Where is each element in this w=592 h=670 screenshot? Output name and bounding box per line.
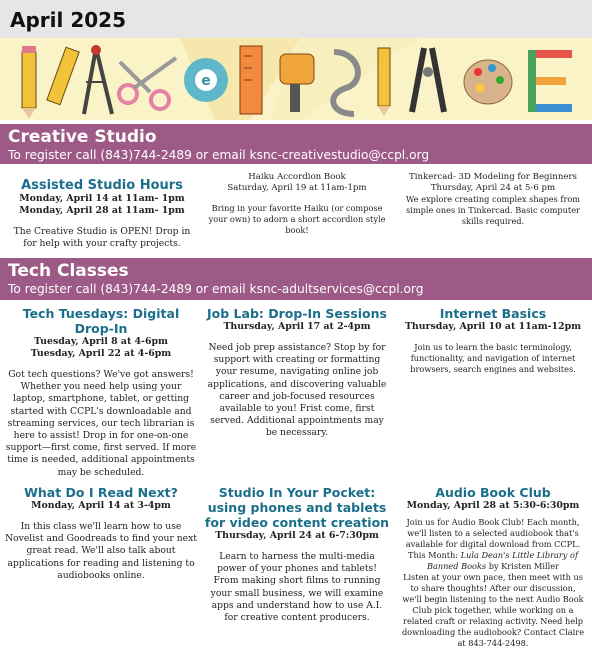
event-date: Tuesday, April 8 at 4-6pm — [34, 336, 168, 347]
register-info: To register call (843)744-2489 or email ksnc-adultservices@ccpl.org — [8, 282, 424, 296]
event-title: Audio Book Club — [435, 485, 551, 500]
event-description: In this class we'll learn how to use Novelist and Goodreads to find your next great read. We'll also talk about applications for reading and listening to audiobooks online. — [5, 521, 197, 581]
svg-text:e: e — [201, 73, 211, 89]
scissors-icon — [119, 58, 176, 109]
book-author: by Kristen Miller — [486, 561, 560, 571]
event-description: Need job prep assistance? Stop by for support with creating or formatting your resume, navigating online job applications, and discovering valuable career and job-focused resources available to you! Frist come, first served. Additional appointments may be necessary. — [207, 342, 387, 439]
event-description: Learn to harness the multi-media power of your phones and tablets! From making short films to running your small business, we will examine apps and understand how to use A.I. for creative content producers. — [210, 551, 384, 624]
compass-icon — [84, 45, 112, 114]
paint-palette-icon — [464, 60, 512, 104]
event-description: The Creative Studio is OPEN! Drop in for help with your crafty projects. — [13, 226, 191, 250]
event-title: Tech Tuesdays: Digital Drop-In — [22, 306, 180, 336]
makerspace-banner-art — [0, 38, 592, 120]
pencil-icon — [22, 46, 79, 118]
event-internet-basics — [400, 306, 586, 375]
event-date: Saturday, April 19 at 11am-1pm — [227, 183, 367, 193]
event-title: Studio In Your Pocket: using phones and tablets for video content creation — [204, 485, 390, 530]
section-title: Tech Classes — [8, 261, 129, 281]
event-description: Got tech questions? We've got answers! Whether you need help using your laptop, smartphone, tablet, or getting started with CCPL's downloadable and streaming services, our tech librarian is here to assist! Drop in for one-on-one support—first come, first served. If more time is needed, additional appointments may be scheduled. — [5, 369, 197, 478]
pencil-icon-2 — [378, 48, 390, 116]
event-date: Monday, April 28 at 5:30-6:30pm — [406, 500, 580, 511]
event-title: Assisted Studio Hours — [21, 178, 183, 193]
event-date: Monday, April 14 at 3-4pm — [31, 500, 171, 511]
event-title: Haiku Accordion Book — [248, 172, 346, 182]
event-description: We explore creating complex shapes from simple ones in Tinkercad. Basic computer skills required. — [405, 194, 581, 226]
event-date: Monday, April 14 at 11am- 1pm — [19, 193, 185, 204]
event-studio-in-your-pocket — [204, 485, 390, 624]
event-what-do-i-read-next — [4, 485, 198, 582]
makerspace-banner — [0, 38, 592, 120]
event-description: Join us for Audio Book Club! Each month, we'll listen to a selected audiobook that's available for digital download from CCPL. — [405, 517, 581, 549]
event-title: What Do I Read Next? — [24, 485, 178, 500]
event-description: Bring in your favorite Haiku (or compose your own) to adorn a short accordion style book! — [208, 203, 386, 235]
event-date: Thursday, April 24 at 6-7:30pm — [215, 530, 379, 541]
event-tinkercad — [400, 172, 586, 227]
event-title: Tinkercad- 3D Modeling for Beginners — [409, 172, 577, 182]
event-date: Thursday, April 17 at 2-4pm — [223, 321, 371, 332]
register-info: To register call (843)744-2489 or email ksnc-creativestudio@ccpl.org — [8, 148, 430, 162]
section-title: Creative Studio — [8, 127, 157, 147]
page-title: April 2025 — [0, 0, 592, 38]
this-month-prefix: This Month: — [408, 550, 461, 560]
event-tech-tuesdays — [4, 306, 198, 479]
event-date: Thursday, April 10 at 11am-12pm — [404, 321, 582, 332]
tech-classes-header — [0, 258, 592, 300]
event-title: Job Lab: Drop-In Sessions — [207, 306, 387, 321]
event-assisted-studio-hours — [8, 178, 196, 250]
event-date: Monday, April 28 at 11am- 1pm — [19, 205, 185, 216]
event-date: Tuesday, April 22 at 4-6pm — [30, 348, 172, 359]
crayon-e-icon — [528, 50, 572, 112]
event-this-month — [400, 550, 586, 572]
event-title: Internet Basics — [439, 306, 547, 321]
event-audio-book-club — [400, 485, 586, 649]
pliers-icon — [412, 48, 444, 112]
event-haiku-accordion-book — [204, 172, 390, 236]
event-date: Thursday, April 24 at 5-6 pm — [430, 183, 556, 193]
event-description: Join us to learn the basic terminology, functionality, and navigation of internet browsers, search engines and websites. — [410, 342, 576, 374]
creative-studio-header — [0, 124, 592, 164]
ruler-icon — [240, 46, 262, 114]
book-title: Lula Dean's Little Library of Banned Books — [426, 550, 578, 571]
event-description: Listen at your own pace, then meet with us to share thoughts! After our discussion, we'll begin listening to the next Audio Book Club pick together, while working on a related craft or relaxing activity. Need help downloading the audiobook? Contact Claire at 843-744-2498. — [401, 572, 585, 648]
event-job-lab — [204, 306, 390, 440]
gear-icon — [184, 58, 228, 102]
